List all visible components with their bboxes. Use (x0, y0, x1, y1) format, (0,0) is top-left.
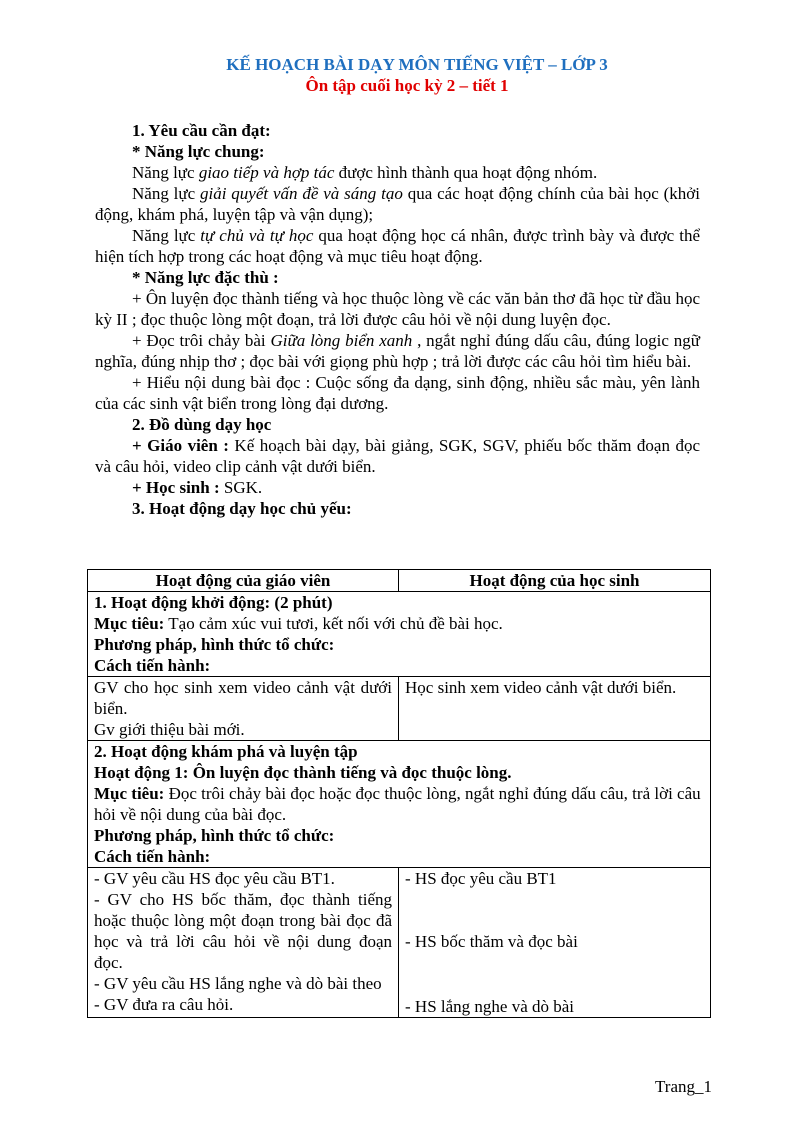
text-run-italic: Giữa lòng biển xanh (270, 331, 413, 350)
activity2-method: Phương pháp, hình thức tổ chức: (94, 826, 335, 845)
text-run: được hình thành qua hoạt động nhóm. (334, 163, 598, 182)
activity1-student-cell (399, 677, 711, 741)
column-header-teacher: Hoạt động của giáo viên (88, 570, 399, 592)
section3-heading: 3. Hoạt động dạy học chủ yếu: (132, 499, 352, 518)
student-materials (95, 477, 700, 498)
document-subtitle: Ôn tập cuối học kỳ 2 – tiết 1 (305, 76, 509, 95)
activity1-title: 1. Hoạt động khởi động: (2 phút) (94, 593, 333, 612)
text-run: Năng lực (132, 163, 199, 182)
activity2-subtitle: Hoạt động 1: Ôn luyện đọc thành tiếng và đọc thuộc lòng. (94, 763, 512, 782)
text-run: Đọc trôi chảy bài đọc hoặc đọc thuộc lòng, ngắt nghỉ đúng dấu câu, trả lời câu hỏi về nội dung của bài đọc. (94, 784, 701, 824)
teacher-step: GV cho học sinh xem video cảnh vật dưới biển. (94, 678, 392, 718)
text-run: qua hoạt động học cá nhân, được trình bày và được thể hiện tích hợp trong các hoạt động và mục tiêu hoạt động. (95, 226, 700, 266)
teacher-materials (95, 435, 700, 477)
column-header-student: Hoạt động của học sinh (399, 570, 711, 592)
specific-competence-heading: * Năng lực đặc thù : (132, 268, 279, 287)
section1-heading: 1. Yêu cầu cần đạt: (132, 121, 271, 140)
activity2-teacher-cell (88, 868, 399, 1018)
activity1-info-cell (88, 592, 711, 677)
activities-table (87, 569, 711, 1018)
teacher-step: - GV đưa ra câu hỏi. (94, 995, 234, 1014)
activity2-procedure: Cách tiến hành: (94, 847, 211, 866)
text-run: Năng lực (132, 226, 201, 245)
goal-label: Mục tiêu: (94, 614, 165, 633)
page-number: Trang_1 (655, 1077, 712, 1096)
teacher-step: - GV yêu cầu HS lắng nghe và dò bài theo (94, 974, 382, 993)
text-run: Kế hoạch bài dạy, bài giảng, SGK, SGV, phiếu bốc thăm đoạn đọc và câu hỏi, video clip cảnh vật dưới biển. (95, 436, 700, 476)
teacher-step: - GV yêu cầu HS đọc yêu cầu BT1. (94, 869, 335, 888)
general-competence-1 (95, 162, 700, 183)
activity1-goal (94, 613, 704, 634)
teacher-label: + Giáo viên : (132, 436, 229, 455)
document-title: KẾ HOẠCH BÀI DẠY MÔN TIẾNG VIỆT – LỚP 3 (226, 55, 608, 74)
table-row (88, 741, 711, 868)
text-run-italic: tự chủ và tự học (200, 226, 314, 245)
student-step: - HS lắng nghe và dò bài (405, 997, 575, 1016)
text-run: + Đọc trôi chảy bài (132, 331, 271, 350)
activity1-method: Phương pháp, hình thức tổ chức: (94, 635, 335, 654)
student-step: - HS đọc yêu cầu BT1 (405, 869, 557, 888)
text-run-italic: giao tiếp và hợp tác (198, 163, 335, 182)
text-run: Tạo cảm xúc vui tươi, kết nối với chủ đề bài học. (164, 614, 503, 633)
activity1-teacher-cell (88, 677, 399, 741)
table-header-row (88, 570, 711, 592)
student-step: - HS bốc thăm và đọc bài (405, 932, 578, 951)
table-row (88, 868, 711, 1018)
text-run: , ngắt nghỉ đúng dấu câu, đúng logic ngữ nghĩa, đúng nhịp thơ ; đọc bài với giọng phù hợp ; trả lời được các câu hỏi tìm hiểu bài. (95, 331, 700, 371)
activity2-title: 2. Hoạt động khám phá và luyện tập (94, 742, 358, 761)
activity2-info-cell (88, 741, 711, 868)
student-step: Học sinh xem video cảnh vật dưới biển. (405, 678, 677, 697)
activity1-procedure: Cách tiến hành: (94, 656, 211, 675)
activity2-goal (94, 783, 704, 825)
teacher-step: Gv giới thiệu bài mới. (94, 720, 245, 739)
general-competence-3 (95, 225, 700, 267)
table-row (88, 592, 711, 677)
general-competence-heading: * Năng lực chung: (132, 142, 265, 161)
teacher-step: - GV cho HS bốc thăm, đọc thành tiếng hoặc thuộc lòng một đoạn trong bài đọc đã học và trả lời câu hỏi về nội dung đoạn đọc. (94, 890, 392, 972)
section2-heading: 2. Đồ dùng dạy học (132, 415, 272, 434)
document-body (95, 120, 700, 519)
specific-competence-1: + Ôn luyện đọc thành tiếng và học thuộc lòng về các văn bản thơ đã học từ đầu học kỳ II ; đọc thuộc lòng một đoạn, trả lời được câu hỏi về nội dung luyện đọc. (95, 289, 700, 329)
text-run: SGK. (219, 478, 263, 497)
specific-competence-3: + Hiểu nội dung bài đọc : Cuộc sống đa dạng, sinh động, nhiều sắc màu, yên lành của các sinh vật biển trong lòng đại dương. (95, 373, 700, 413)
specific-competence-2 (95, 330, 700, 372)
text-run: Năng lực (132, 184, 201, 203)
table-row (88, 677, 711, 741)
student-label: + Học sinh : (132, 478, 220, 497)
general-competence-2 (95, 183, 700, 225)
goal-label: Mục tiêu: (94, 784, 165, 803)
activity2-student-cell (399, 868, 711, 1018)
text-run-italic: giải quyết vấn đề và sáng tạo (200, 184, 403, 203)
text-run: qua các hoạt động chính của bài học (khởi động, khám phá, luyện tập và vận dụng); (95, 184, 701, 224)
